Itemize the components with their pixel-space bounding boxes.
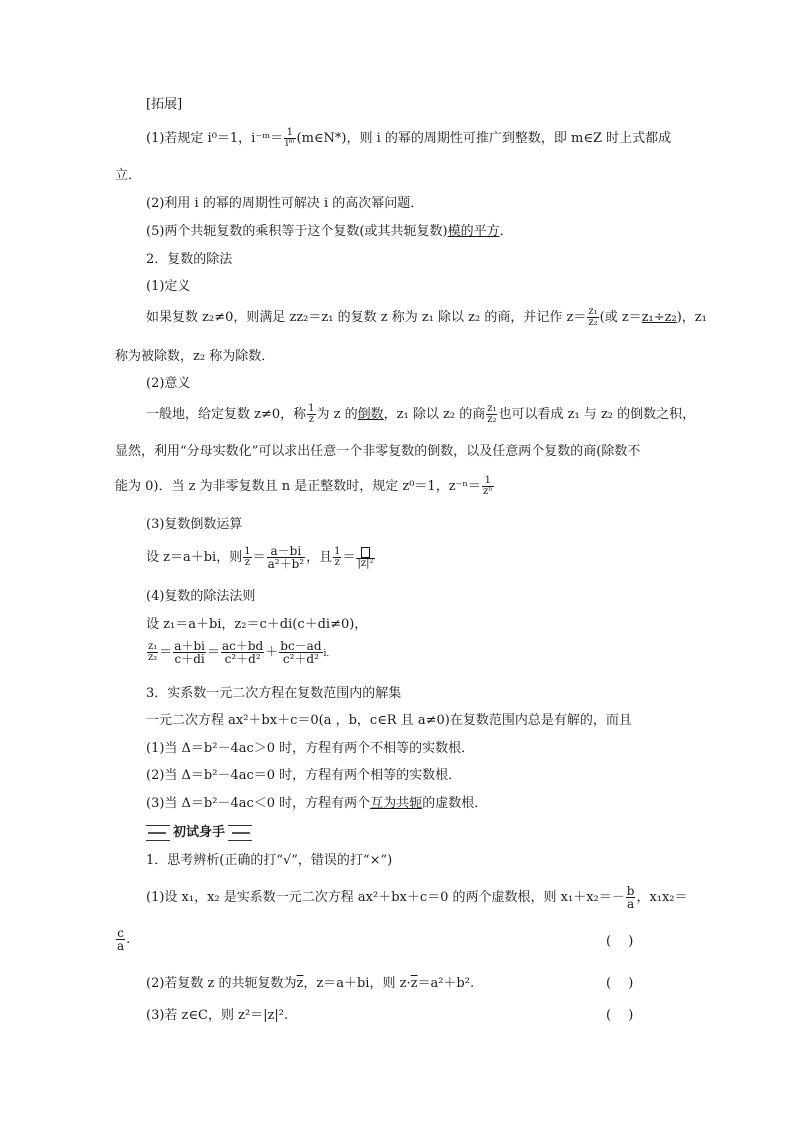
- definition-heading: (1)定义: [146, 279, 191, 294]
- quadratic-case-1: (1)当 Δ＝b²－4ac＞0 时，方程有两个不相等的实数根．: [146, 741, 475, 756]
- question-2: (2)若复数 z 的共轭复数为$\overline{z}$，z＝a＋bi，则 $z\cdot\overline{z}=a^2+b^2$.: [146, 976, 475, 991]
- definition-text: 如果复数 z₂≠0，则满足 zz₂＝z₁ 的复数 z 称为 z₁ 除以 z₂ 的商，并记作 z＝ $\frac{\text{z₁}}{\text{z₂}}$ (或 z＝z₁÷z₂)，z₁: [146, 306, 707, 328]
- conjugate-z-box: [361, 547, 370, 558]
- question-1-cont: $\frac{c}{a}$ .: [117, 926, 131, 953]
- rule-setup: 设 z₁＝a＋bi，z₂＝c＋di(c＋di≠0)，: [146, 617, 368, 632]
- expand-item-1-cont: 立．: [115, 168, 142, 183]
- meaning-heading: (2)意义: [146, 376, 191, 391]
- reciprocal-formula: 设 z＝a＋bi，则 $\frac{1}{z}$ ＝ $\frac{a-bi}{\text{a²＋b²}}$ ，且 $\frac{1}{z}$ ＝ |z|²: [146, 544, 374, 571]
- question-1: (1)设 x₁，x₂ 是实系数一元二次方程 ax²＋bx＋c＝0 的两个虚数根，则 x₁＋x₂＝－ $\frac{b}{a}$ ，x₁x₂＝: [146, 884, 688, 911]
- expand-item-3: (5)两个共轭复数的乘积等于这个复数(或其共轭复数)模的平方．: [146, 224, 513, 239]
- quadratic-heading: 3．实系数一元二次方程在复数范围内的解集: [146, 686, 402, 701]
- reciprocal-heading: (3)复数倒数运算: [146, 517, 243, 532]
- question-heading: 1．思考辨析(正确的打“√”，错误的打“×”): [146, 853, 393, 868]
- meaning-line-2: 显然，利用“分母实数化”可以求出任意一个非零复数的倒数，以及任意两个复数的商(除数不: [115, 444, 641, 459]
- fraction: $\frac{1}{\text{iᵐ}}$: [285, 127, 295, 149]
- division-heading: 2．复数的除法: [146, 252, 233, 267]
- section-badge: 初试身手: [146, 825, 252, 841]
- expand-heading: [拓展]: [146, 97, 183, 112]
- answer-blank-2[interactable]: ( ): [606, 976, 634, 991]
- expand-item-2: (2)利用 i 的幂的周期性可解决 i 的高次幂问题．: [146, 196, 424, 211]
- question-3: (3)若 z∈C，则 z²＝|z|².: [146, 1008, 289, 1023]
- rule-heading: (4)复数的除法法则: [146, 589, 256, 604]
- meaning-text: 一般地，给定复数 z≠0，称 $\frac{1}{z}$ 为 z 的倒数，z₁ 除以 z₂ 的商 $\frac{\text{z₁}}{\text{z₂}}$ 也可以看成 z₁ 与 z₂ 的倒数之积，: [146, 403, 696, 425]
- quadratic-case-2: (2)当 Δ＝b²－4ac＝0 时，方程有两个相等的实数根．: [146, 768, 462, 783]
- rule-formula: $\frac{\text{z₁}}{\text{z₂}}$ ＝ $\frac{a+bi}{c+di}$ ＝ $\frac{ac+bd}{\text{c²＋d²}}$ ＋ $\frac{bc-ad}{\text{c²＋d²}}$ i．: [148, 639, 336, 666]
- definition-cont: 称为被除数，z₂ 称为除数．: [115, 349, 275, 364]
- quadratic-intro: 一元二次方程 ax²＋bx＋c＝0(a ，b，c∈R 且 a≠0)在复数范围内总是有解的，而且: [146, 713, 632, 728]
- meaning-line-3: 能为 0)．当 z 为非零复数且 n 是正整数时，规定 z⁰＝1，z⁻ⁿ＝ $\frac{1}{\text{zⁿ}}$: [115, 475, 493, 497]
- fraction: $\frac{\text{z₁}}{\text{z₂}}$: [588, 306, 598, 328]
- answer-blank-1[interactable]: ( ): [606, 934, 634, 949]
- quadratic-case-3: (3)当 Δ＝b²－4ac＜0 时，方程有两个互为共轭的虚数根．: [146, 796, 488, 811]
- answer-blank-3[interactable]: ( ): [606, 1008, 634, 1023]
- expand-item-1: (1)若规定 i⁰＝1，i⁻ᵐ＝ $\frac{1}{\text{iᵐ}}$ (m∈N*)，则 i 的幂的周期性可推广到整数，即 m∈Z 时上式都成: [146, 127, 672, 149]
